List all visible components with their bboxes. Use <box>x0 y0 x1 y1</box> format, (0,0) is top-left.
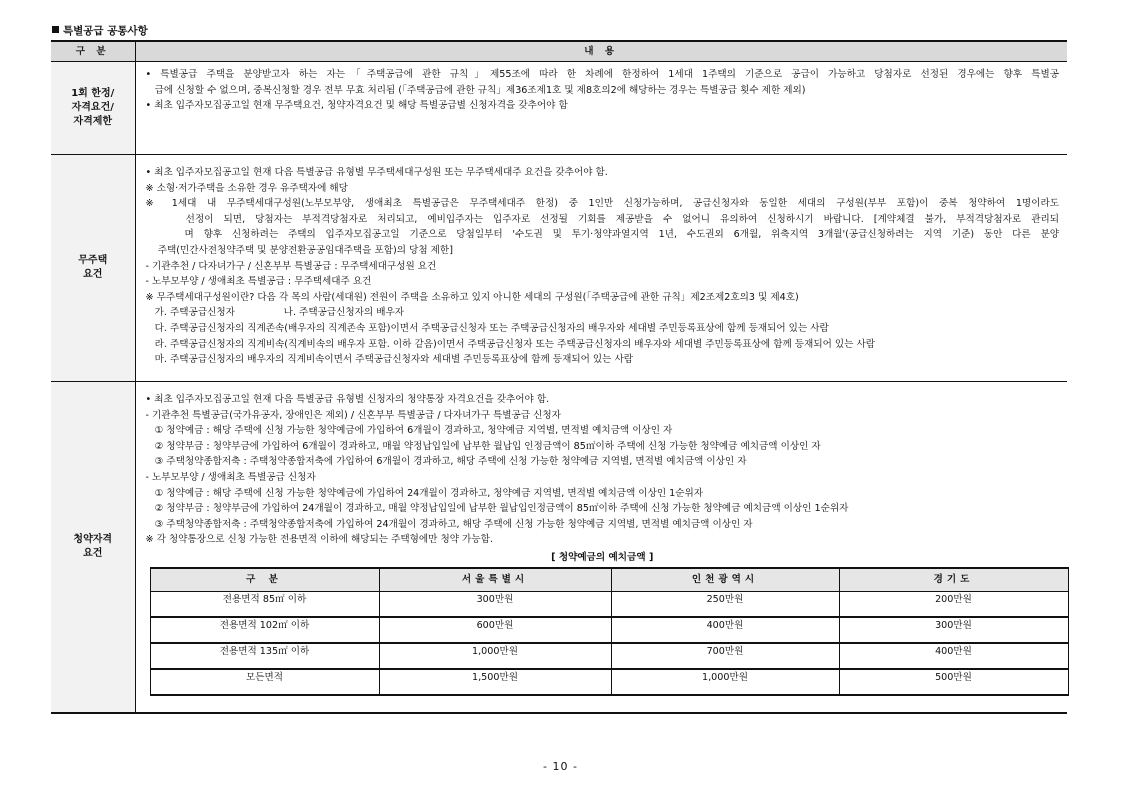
deposit-cell: 400만원 <box>611 617 839 643</box>
content-line: • 최초 입주자모집공고일 현재 다음 특별공급 유형별 신청자의 청약통장 자격요건을 갖추어야 함. <box>145 394 550 405</box>
content-line: ※ 각 청약통장으로 신청 가능한 전용면적 이하에 해당되는 주택형에만 청약 가능함. <box>145 534 493 546</box>
content-line: ※ 1세대 내 무주택세대구성원(노부모부양, 생애최초 특별공급은 무주택세대주 한정) 중 1인만 신청가능하며, 공급신청자와 동일한 세대의 구성원(부부 포함)이 중복 청약하여 1명이라도 <box>145 198 1059 210</box>
content-line: 주택(민간사전청약주택 및 분양전환공공임대주택을 포함)의 당첨 제한] <box>145 244 453 256</box>
content-line: 가. 주택공급신청자 나. 주택공급신청자의 배우자 <box>145 307 405 319</box>
content-line: • 최초 입주자모집공고일 현재 무주택요건, 청약자격요건 및 해당 특별공급별 신청자격을 갖추어야 함 <box>145 100 568 112</box>
content-line: • 최초 입주자모집공고일 현재 다음 특별공급 유형별 무주택세대구성원 또는 무주택세대주 요건을 갖추어야 함. <box>145 167 608 178</box>
row-one-time-limit <box>51 62 1067 155</box>
content-line: - 노부모부양 / 생애최초 특별공급 신청자 <box>145 471 316 483</box>
deposit-table-title: [ 청약예금의 예치금액 ] <box>551 551 654 563</box>
content-line: - 기관추천 / 다자녀가구 / 신혼부부 특별공급 : 무주택세대구성원 요건 <box>145 260 437 272</box>
category-line: 1회 한정/ <box>71 88 115 99</box>
row-subscription-requirement <box>51 382 1067 714</box>
content-line: 다. 주택공급신청자의 직계존속(배우자의 직계존속 포함)이면서 주택공급신청자 또는 주택공급신청자의 배우자와 세대별 주민등록표상에 함께 등재되어 있는 사람 <box>145 322 829 334</box>
deposit-cell: 1,000만원 <box>379 643 611 669</box>
deposit-cell: 1,500만원 <box>379 669 611 695</box>
category-line: 자격요건/ <box>71 102 114 113</box>
content-line: ③ 주택청약종합저축 : 주택청약종합저축에 가입하여 24개월이 경과하고, 해당 주택에 신청 가능한 청약예금 지역별, 면적별 예치금액 이상인 자 <box>145 518 753 530</box>
category-line: 자격제한 <box>73 116 113 127</box>
row-no-house-requirement <box>51 155 1067 382</box>
deposit-amount-table <box>150 567 1069 696</box>
deposit-cell: 600만원 <box>379 617 611 643</box>
deposit-cell: 300만원 <box>379 591 611 617</box>
deposit-header-cell: 서울특별시 <box>379 568 611 592</box>
content-cell <box>135 155 1067 382</box>
category-cell <box>51 382 135 714</box>
content-line: 며 향후 신청하려는 주택의 입주자모집공고일 기준으로 당첨일부터 '수도권 및 투기·청약과열지역 1년, 수도권외 6개월, 위축지역 3개월'(공급신청하려는 지역 기준) 동안 다른 분양 <box>145 229 1059 241</box>
content-cell <box>135 382 1067 714</box>
square-bullet-icon <box>52 26 59 33</box>
content-line: 선정이 되면, 당첨자는 부적격당첨자로 처리되고, 예비입주자는 입주자로 선정될 기회를 제공받을 수 없어니 유의하여 신청하시기 바랍니다. [계약체결 불가, 부적격당첨자로 관리되 <box>145 213 1059 225</box>
deposit-cell: 400만원 <box>839 643 1068 669</box>
deposit-cell: 200만원 <box>839 591 1068 617</box>
category-line: 청약자격 <box>73 534 113 545</box>
header-category: 구 분 <box>51 41 135 62</box>
deposit-cell: 500만원 <box>839 669 1068 695</box>
content-line: • 특별공급 주택을 분양받고자 하는 자는「주택공급에 관한 규칙」제55조에 따라 한 차례에 한정하여 1세대 1주택의 기준으로 공급이 가능하고 당첨자로 선정된 경우에는 향후 특별공 <box>145 69 1059 80</box>
deposit-cell: 모든면적 <box>150 669 379 695</box>
content-line: - 기관추천 특별공급(국가유공자, 장애인은 제외) / 신혼부부 특별공급 / 다자녀가구 특별공급 신청자 <box>145 409 561 421</box>
deposit-header-cell: 경기도 <box>839 568 1068 592</box>
deposit-header-row <box>150 568 1068 592</box>
content-line: 급에 신청할 수 없으며, 중복신청할 경우 전부 무효 처리됨 (「주택공급에 관한 규칙」제36조제1호 및 제8호의2에 해당하는 경우는 특별공급 횟수 제한 제외) <box>145 84 806 96</box>
content-line: 마. 주택공급신청자의 배우자의 직계비속이면서 주택공급신청자와 세대별 주민등록표상에 함께 등재되어 있는 사람 <box>145 354 634 366</box>
category-cell <box>51 62 135 155</box>
content-line: ② 청약부금 : 청약부금에 가입하여 24개월이 경과하고, 매월 약정납입일에 납부한 월납입인정금액이 85㎡이하 주택에 신청 가능한 청약예금 예치금액 이상인 1순위자 <box>145 503 849 515</box>
content-line: 라. 주택공급신청자의 직계비속(직계비속의 배우자 포함. 이하 같음)이면서 주택공급신청자 또는 주택공급신청자의 배우자와 세대별 주민등록표상에 함께 등재되어 있는 사람 <box>145 338 876 350</box>
table-row <box>150 591 1068 617</box>
deposit-cell: 전용면적 102㎡ 이하 <box>150 617 379 643</box>
content-line: ※ 소형·저가주택을 소유한 경우 유주택자에 해당 <box>145 182 348 194</box>
table-row <box>150 669 1068 695</box>
content-line: - 노부모부양 / 생애최초 특별공급 : 무주택세대주 요건 <box>145 276 372 288</box>
category-line: 요건 <box>83 269 103 280</box>
content-line: ① 청약예금 : 해당 주택에 신청 가능한 청약예금에 가입하여 6개월이 경과하고, 청약예금 지역별, 면적별 예치금액 이상인 자 <box>145 425 673 437</box>
content-line: ① 청약예금 : 해당 주택에 신청 가능한 청약예금에 가입하여 24개월이 경과하고, 청약예금 지역별, 면적별 예치금액 이상인 1순위자 <box>145 487 704 499</box>
section-title-text: 특별공급 공통사항 <box>63 25 148 37</box>
section-title <box>52 23 148 38</box>
content-cell <box>135 62 1067 155</box>
content-line: ③ 주택청약종합저축 : 주택청약종합저축에 가입하여 6개월이 경과하고, 해당 주택에 신청 가능한 청약예금 지역별, 면적별 예치금액 이상인 자 <box>145 456 747 468</box>
table-row <box>150 617 1068 643</box>
content-line: ② 청약부금 : 청약부금에 가입하여 6개월이 경과하고, 매월 약정납입일에 납부한 월납입 인정금액이 85㎡이하 주택에 신청 가능한 청약예금 예치금액 이상인 자 <box>145 440 821 452</box>
category-line: 요건 <box>83 548 103 559</box>
category-cell <box>51 155 135 382</box>
deposit-header-cell: 인천광역시 <box>611 568 839 592</box>
deposit-cell: 전용면적 135㎡ 이하 <box>150 643 379 669</box>
page-number: - 10 - <box>543 760 578 773</box>
header-content: 내 용 <box>135 41 1067 62</box>
table-header-row <box>51 41 1067 62</box>
deposit-header-cell: 구 분 <box>150 568 379 592</box>
deposit-cell: 전용면적 85㎡ 이하 <box>150 591 379 617</box>
deposit-cell: 250만원 <box>611 591 839 617</box>
special-supply-table <box>51 40 1067 714</box>
content-line: ※ 무주택세대구성원이란? 다음 각 목의 사람(세대원) 전원이 주택을 소유하고 있지 아니한 세대의 구성원(「주택공급에 관한 규칙」제2조제2호의3 및 제4호) <box>145 291 799 303</box>
deposit-cell: 700만원 <box>611 643 839 669</box>
deposit-cell: 300만원 <box>839 617 1068 643</box>
category-line: 무주택 <box>78 255 108 266</box>
deposit-cell: 1,000만원 <box>611 669 839 695</box>
table-row <box>150 643 1068 669</box>
